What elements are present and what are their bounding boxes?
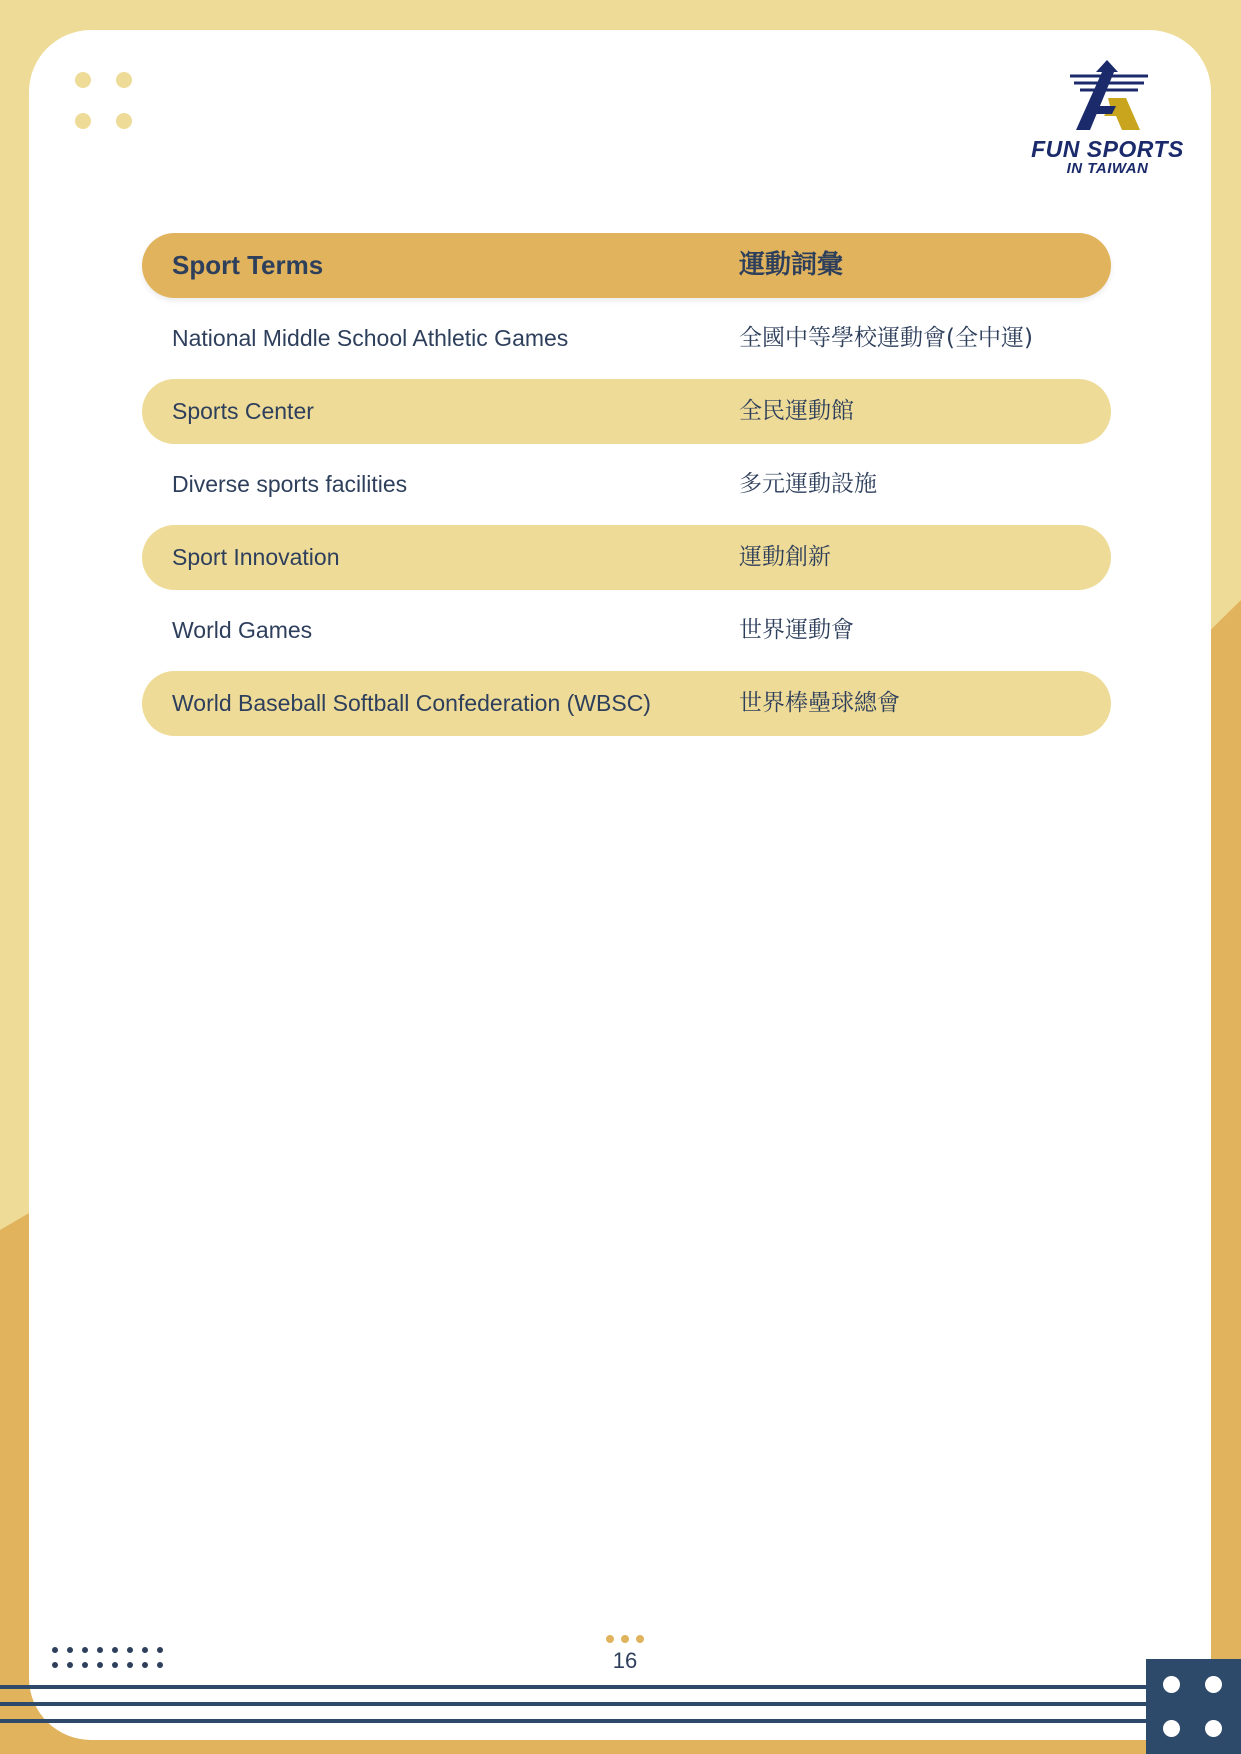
header-chinese: 運動詞彙 <box>739 250 844 280</box>
header-english: Sport Terms <box>172 250 324 280</box>
term-chinese: 全國中等學校運動會(全中運) <box>739 325 1033 351</box>
table-row <box>142 306 1111 371</box>
term-english: World Games <box>172 617 313 643</box>
term-chinese: 全民運動館 <box>739 398 854 424</box>
term-english: World Baseball Softball Confederation (WBSC) <box>172 690 651 716</box>
table-row <box>142 452 1111 517</box>
term-english: Diverse sports facilities <box>172 471 408 497</box>
term-english: Sports Center <box>172 398 314 424</box>
footer-stripes-decoration <box>0 1685 1150 1725</box>
table-row <box>142 598 1111 663</box>
corner-dots-decoration <box>75 72 135 132</box>
page-number: 16 <box>612 1648 638 1673</box>
logo-subtitle: IN TAIWAN <box>1066 160 1149 177</box>
term-chinese: 多元運動設施 <box>739 471 877 497</box>
term-chinese: 世界運動會 <box>739 617 854 643</box>
logo-mark-icon <box>1030 58 1185 138</box>
table-row <box>142 379 1111 444</box>
term-english: National Middle School Athletic Games <box>172 325 569 351</box>
term-english: Sport Innovation <box>172 544 340 570</box>
term-chinese: 世界棒壘球總會 <box>739 690 900 716</box>
term-chinese: 運動創新 <box>739 544 831 570</box>
page-dots-decoration <box>606 1635 646 1645</box>
logo-title: FUN SPORTS <box>1031 136 1184 162</box>
fun-sports-logo <box>1030 58 1185 183</box>
table-row <box>142 671 1111 736</box>
table-header-row <box>142 233 1111 298</box>
dice-decoration <box>1146 1659 1241 1754</box>
dot-grid-decoration <box>52 1647 172 1671</box>
table-row <box>142 525 1111 590</box>
sport-terms-table <box>142 233 1111 736</box>
